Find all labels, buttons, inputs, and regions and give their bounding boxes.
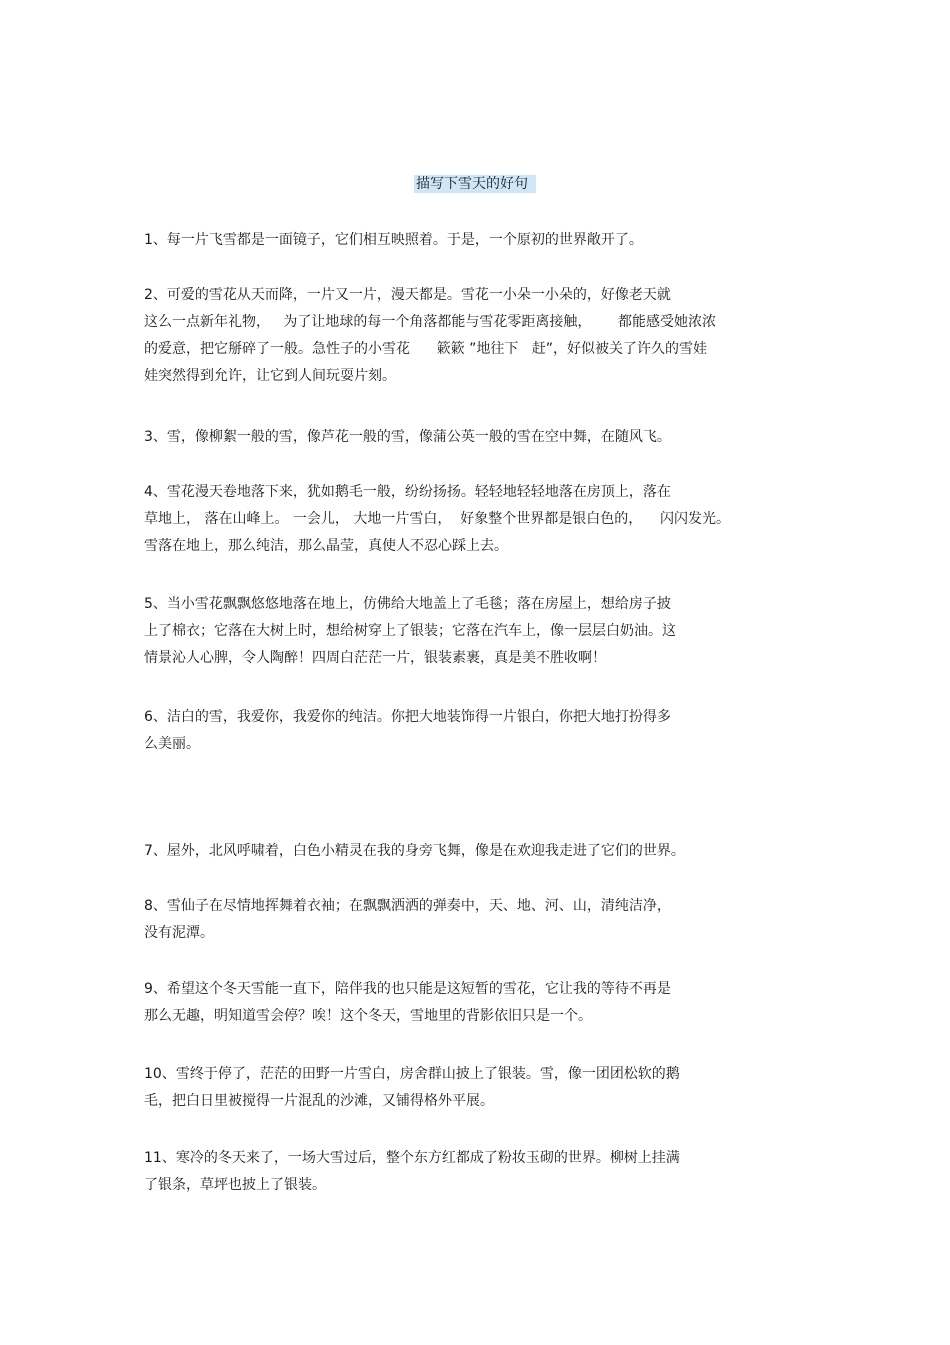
text-line: 没有泥潭。 (144, 925, 214, 941)
paragraph-2 (144, 282, 814, 390)
paragraph-1 (144, 227, 814, 254)
text-line: 上了棉衣；它落在大树上时，想给树穿上了银装；它落在汽车上，像一层层白奶油。这 (144, 623, 676, 639)
paragraph-7 (144, 838, 814, 865)
paragraph-10 (144, 1061, 814, 1115)
text-line: 10、雪终于停了，茫茫的田野一片雪白，房舍群山披上了银装。雪，像一团团松软的鹅 (144, 1066, 680, 1082)
text-line: 雪落在地上，那么纯洁，那么晶莹，真使人不忍心踩上去。 (144, 538, 508, 554)
text-line: 情景沁人心脾，令人陶醉！四周白茫茫一片，银装素裹，真是美不胜收啊！ (144, 650, 606, 666)
text-line: 7、屋外，北风呼啸着，白色小精灵在我的身旁飞舞，像是在欢迎我走进了它们的世界。 (144, 843, 685, 859)
text-line: 么美丽。 (144, 736, 200, 752)
paragraph-11 (144, 1145, 814, 1199)
text-line: 的爱意，把它掰碎了一般。急性子的小雪花 簌簌 ”地往下 赶”，好似被关了许久的雪娃 (144, 341, 708, 357)
text-line: 毛，把白日里被搅得一片混乱的沙滩，又铺得格外平展。 (144, 1093, 494, 1109)
title-text: 描写下雪天的好句 (414, 175, 536, 193)
text-line: 9、希望这个冬天雪能一直下，陪伴我的也只能是这短暂的雪花，它让我的等待不再是 (144, 981, 671, 997)
text-line: 5、当小雪花飘飘悠悠地落在地上，仿佛给大地盖上了毛毯；落在房屋上，想给房子披 (144, 596, 671, 612)
document-title (0, 174, 950, 194)
text-line: 4、雪花漫天卷地落下来，犹如鹅毛一般，纷纷扬扬。轻轻地轻轻地落在房顶上，落在 (144, 484, 671, 500)
text-line: 了银条，草坪也披上了银装。 (144, 1177, 326, 1193)
paragraph-8 (144, 893, 814, 947)
text-line: 11、寒冷的冬天来了，一场大雪过后，整个东方红都成了粉妆玉砌的世界。柳树上挂满 (144, 1150, 680, 1166)
text-line: 那么无趣，明知道雪会停？唉！这个冬天，雪地里的背影依旧只是一个。 (144, 1008, 592, 1024)
paragraph-9 (144, 976, 814, 1030)
text-line: 8、雪仙子在尽情地挥舞着衣袖；在飘飘洒洒的弹奏中，天、地、河、山，清纯洁净， (144, 898, 671, 914)
paragraph-6 (144, 704, 814, 758)
paragraph-4 (144, 479, 814, 560)
paragraph-5 (144, 591, 814, 672)
text-line: 这么一点新年礼物， 为了让地球的每一个角落都能与雪花零距离接触， 都能感受她浓浓 (144, 314, 717, 330)
text-line: 2、可爱的雪花从天而降，一片又一片，漫天都是。雪花一小朵一小朵的，好像老天就 (144, 287, 671, 303)
text-line: 3、雪，像柳絮一般的雪，像芦花一般的雪，像蒲公英一般的雪在空中舞，在随风飞。 (144, 429, 671, 445)
text-line: 草地上， 落在山峰上。 一会儿， 大地一片雪白， 好象整个世界都是银白色的， 闪闪发光。 (144, 511, 731, 527)
text-line: 1、每一片飞雪都是一面镜子，它们相互映照着。于是，一个原初的世界敞开了。 (144, 232, 643, 248)
paragraph-3 (144, 424, 814, 451)
text-line: 6、洁白的雪，我爱你，我爱你的纯洁。你把大地装饰得一片银白，你把大地打扮得多 (144, 709, 671, 725)
text-line: 娃突然得到允许，让它到人间玩耍片刻。 (144, 368, 396, 384)
